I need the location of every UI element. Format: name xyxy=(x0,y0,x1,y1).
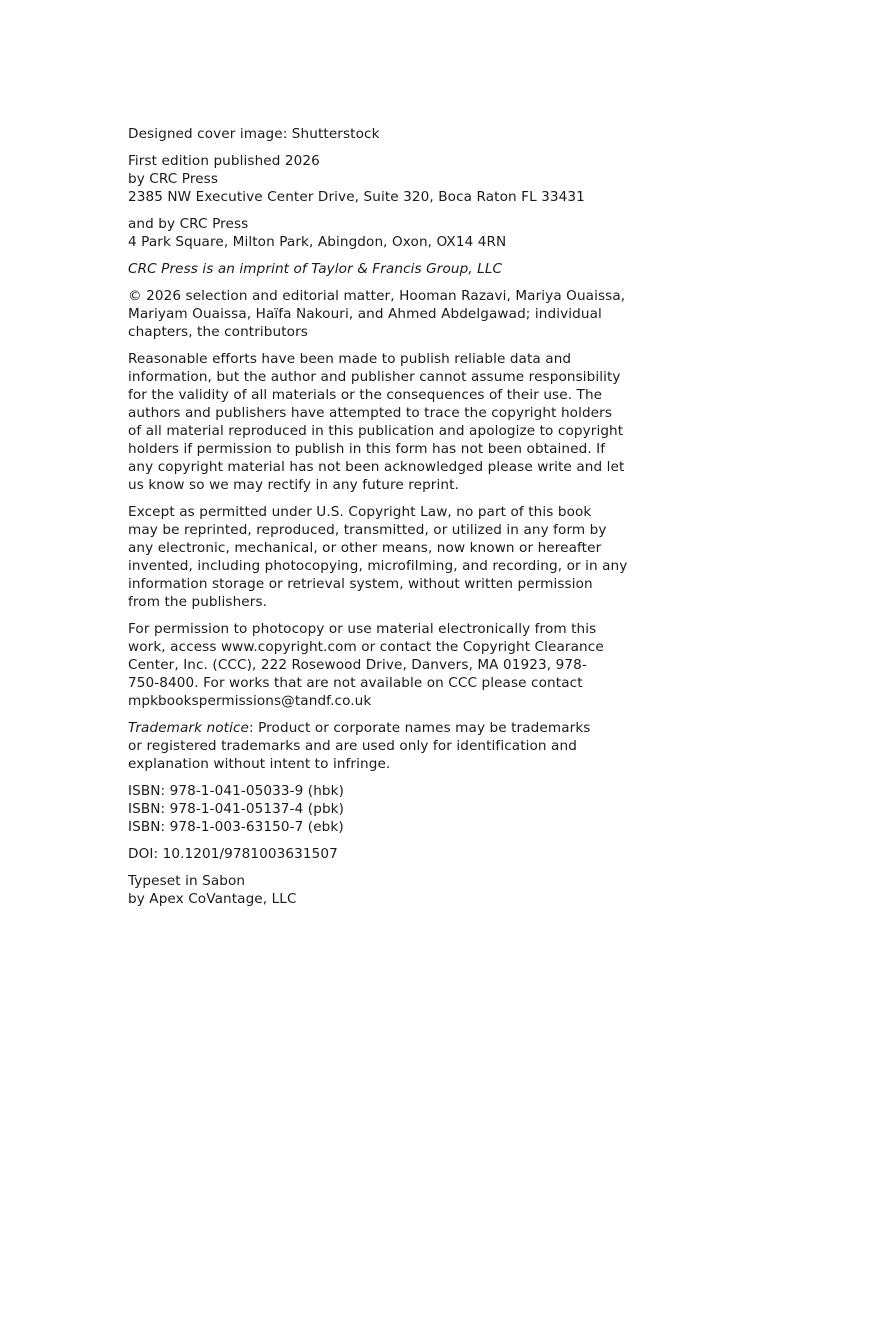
publisher-address-us: 2385 NW Executive Center Drive, Suite 320, Boca Raton FL 33431 xyxy=(128,189,585,205)
disclaimer xyxy=(128,350,658,494)
imprint-note xyxy=(128,260,658,278)
imprint-line: CRC Press is an imprint of Taylor & Francis Group, LLC xyxy=(128,261,503,277)
permissions-line: work, access www.copyright.com or contact the Copyright Clearance xyxy=(128,639,604,655)
copyright-notice xyxy=(128,287,658,341)
rights-line: may be reprinted, reproduced, transmitted, or utilized in any form by xyxy=(128,522,607,538)
rights-line: Except as permitted under U.S. Copyright Law, no part of this book xyxy=(128,504,592,520)
typesetter-line: by Apex CoVantage, LLC xyxy=(128,891,297,907)
isbn-pbk: ISBN: 978-1-041-05137-4 (pbk) xyxy=(128,801,345,817)
copyright-line: chapters, the contributors xyxy=(128,324,308,340)
permissions-line: Center, Inc. (CCC), 222 Rosewood Drive, Danvers, MA 01923, 978- xyxy=(128,657,587,673)
rights-line: from the publishers. xyxy=(128,594,268,610)
edition-line: First edition published 2026 xyxy=(128,153,320,169)
isbn-hbk: ISBN: 978-1-041-05033-9 (hbk) xyxy=(128,783,345,799)
isbn-ebk: ISBN: 978-1-003-63150-7 (ebk) xyxy=(128,819,344,835)
rights-line: information storage or retrieval system, without written permission xyxy=(128,576,593,592)
disclaimer-line: of all material reproduced in this publication and apologize to copyright xyxy=(128,423,624,439)
disclaimer-line: authors and publishers have attempted to trace the copyright holders xyxy=(128,405,613,421)
rights-notice xyxy=(128,503,658,611)
trademark-line xyxy=(128,719,658,737)
permissions-email: mpkbookspermissions@tandf.co.uk xyxy=(128,693,372,709)
cover-credit xyxy=(128,125,658,143)
isbn-list xyxy=(128,782,658,836)
second-address-block xyxy=(128,215,658,251)
publisher-line: by CRC Press xyxy=(128,171,219,187)
disclaimer-line: for the validity of all materials or the consequences of their use. The xyxy=(128,387,603,403)
doi xyxy=(128,845,658,863)
rights-line: invented, including photocopying, microfilming, and recording, or in any xyxy=(128,558,628,574)
doi-line: DOI: 10.1201/9781003631507 xyxy=(128,846,338,862)
rights-line: any electronic, mechanical, or other means, now known or hereafter xyxy=(128,540,602,556)
publisher-line: and by CRC Press xyxy=(128,216,249,232)
typeset-line: Typeset in Sabon xyxy=(128,873,246,889)
copyright-page xyxy=(128,125,658,917)
trademark-line: explanation without intent to infringe. xyxy=(128,756,391,772)
trademark-line: or registered trademarks and are used only for identification and xyxy=(128,738,577,754)
trademark-label: Trademark notice xyxy=(128,720,249,736)
cover-credit-line: Designed cover image: Shutterstock xyxy=(128,126,380,142)
disclaimer-line: us know so we may rectify in any future reprint. xyxy=(128,477,459,493)
permissions-notice xyxy=(128,620,658,710)
copyright-line: Mariyam Ouaissa, Haïfa Nakouri, and Ahmed Abdelgawad; individual xyxy=(128,306,602,322)
disclaimer-line: holders if permission to publish in this form has not been obtained. If xyxy=(128,441,606,457)
trademark-text: : Product or corporate names may be trademarks xyxy=(249,720,591,736)
first-edition-block xyxy=(128,152,658,206)
permissions-line: For permission to photocopy or use material electronically from this xyxy=(128,621,597,637)
copyright-line: © 2026 selection and editorial matter, Hooman Razavi, Mariya Ouaissa, xyxy=(128,288,626,304)
trademark-notice xyxy=(128,719,658,773)
disclaimer-line: any copyright material has not been acknowledged please write and let xyxy=(128,459,625,475)
disclaimer-line: Reasonable efforts have been made to publish reliable data and xyxy=(128,351,572,367)
permissions-line: 750-8400. For works that are not available on CCC please contact xyxy=(128,675,583,691)
publisher-address-uk: 4 Park Square, Milton Park, Abingdon, Oxon, OX14 4RN xyxy=(128,234,507,250)
typeset-credit xyxy=(128,872,658,908)
disclaimer-line: information, but the author and publisher cannot assume responsibility xyxy=(128,369,621,385)
